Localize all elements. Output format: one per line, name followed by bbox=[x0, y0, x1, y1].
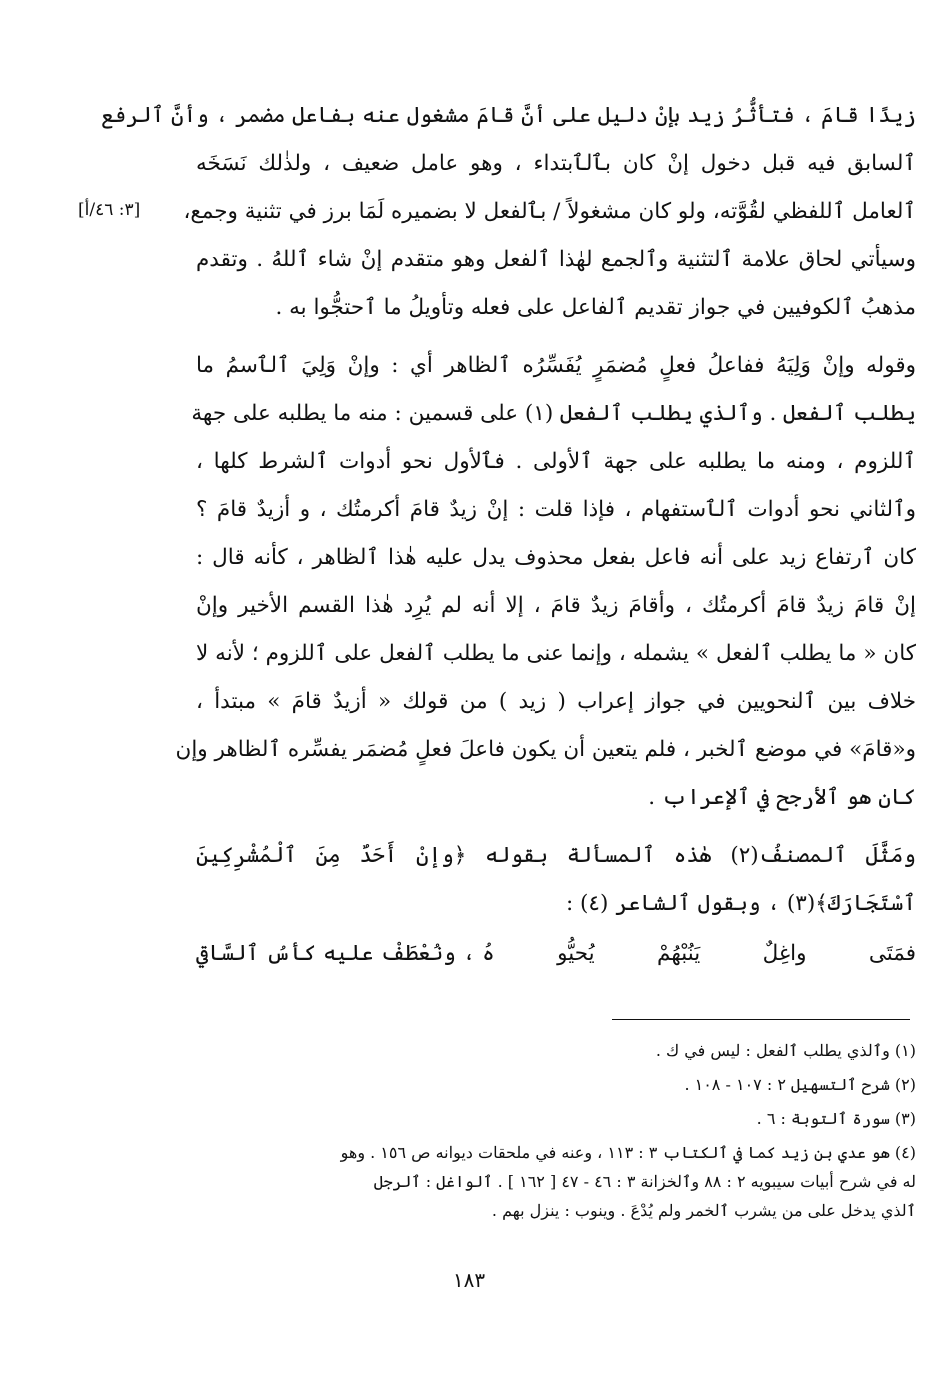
paragraph-2 bbox=[175, 342, 916, 822]
footnote: (١) وٱلذي يطلب ٱلفعل : ليس في ك . bbox=[655, 1041, 916, 1060]
text-line: كان هو ٱلأرجح في ٱلإعراب . bbox=[648, 785, 916, 810]
footnotes bbox=[196, 1036, 916, 1225]
footnote-separator bbox=[612, 1019, 910, 1020]
page-number: ١٨٣ bbox=[452, 1268, 486, 1292]
verse-word: هُ ، ونُعْطَفْ عليه كأسُ ٱلسَّاقي bbox=[196, 941, 495, 966]
text-line: يطلب ٱلفعل . وٱلذي يطلب ٱلفعل (١) على قسمين : منه ما يطلبه على جهة bbox=[191, 401, 916, 426]
verse-word: يَنُبْهُمْ bbox=[657, 941, 701, 966]
manuscript-folio-reference: [٣: ٤٦/أ] bbox=[78, 200, 141, 220]
text-line: وقوله وإنْ وَلِيَهُ ففاعلُ فعلٍ مُضمَرٍ يُفَسِّرُه ٱلظاهر أي : وإنْ وَلِيَ ٱلٱسمُ ما bbox=[196, 353, 916, 378]
footnote-continuation: له في شرح أبيات سيبويه ٢ : ٨٨ وٱلخزانة ٣ : ٤٦ - ٤٧ [ ١٦٢ ] . ٱلواغل : ٱلرجل bbox=[373, 1172, 916, 1191]
verse-word: فمَتَى bbox=[868, 941, 916, 966]
footnote: (٤) هو عدي بن زيد كما في ٱلكتاب ٣ : ١١٣ ، وعنه في ملحقات ديوانه ص ١٥٦ . وهو bbox=[340, 1143, 916, 1162]
text-line: خلاف بين ٱلنحويين في جواز إعراب ( زيد ) من قولك « أزيدٌ قامَ » مبتدأ ، bbox=[196, 689, 916, 714]
text-line: ومَثَّلَ ٱلمصنفُ(٢) هٰذه ٱلمسألة بقوله ﴿وإنْ أَحَدٌ مِنَ ٱلْمُشْرِكِينَ bbox=[196, 843, 917, 868]
text-line: مذهبُ ٱلكوفيين في جواز تقديم ٱلفاعل على فعله وتأويلُ ما ٱحتجُّوا به . bbox=[275, 295, 916, 320]
text-line: ٱللزوم ، ومنه ما يطلبه على جهة ٱلأولى . فٱلأول نحو أدوات ٱلشرط كلها ، bbox=[196, 449, 916, 474]
paragraph-3 bbox=[196, 832, 916, 928]
text-line: وٱلثاني نحو أدوات ٱلٱستفهام ، فإذا قلت : إنْ زيدٌ قامَ أكرمتُك ، و أزيدٌ قامَ ؟ bbox=[196, 497, 916, 522]
verse-word: يُحيُّو bbox=[557, 941, 595, 966]
footnote-continuation: ٱلذي يدخل على من يشرب ٱلخمر ولم يُدْعَ . وينوب : ينزل بهم . bbox=[491, 1201, 916, 1220]
text-line: إنْ قامَ زيدٌ قامَ أكرمتُك ، وأقامَ زيدٌ قامَ ، إلا أنه لم يُرِد هٰذا القسم الأخير وإنْ bbox=[196, 593, 916, 618]
text-line: ٱلسابق فيه قبل دخول إنْ كان بٱلٱبتداء ، وهو عامل ضعيف ، ولذٰلك نَسَخَه bbox=[196, 151, 916, 176]
footnote: (٣) سورة ٱلتوبة : ٦ . bbox=[756, 1109, 916, 1128]
text-line: و«قامَ» في موضع ٱلخبر ، فلم يتعين أن يكون فاعلَ فعلٍ مُضمَر يفسِّره ٱلظاهر وإن bbox=[175, 737, 916, 762]
text-line: كان ٱرتفاع زيد على أنه فاعل بفعل محذوف يدل عليه هٰذا ٱلظاهر ، كأنه قال : bbox=[196, 545, 916, 570]
text-line: وسيأتي لحاق علامة ٱلتثنية وٱلجمع لهٰذا ٱلفعل وهو متقدم إنْ شاء ٱللهُ . وتقدم bbox=[196, 247, 916, 272]
verse-word: واغِلٌ bbox=[762, 941, 807, 966]
footnote: (٢) شرح ٱلتسهيل ٢ : ١٠٧ - ١٠٨ . bbox=[684, 1075, 916, 1094]
poetry-verse bbox=[196, 928, 916, 980]
text-line: زيدًا قامَ ، فتأثُّرُ زيد بإنْ دليل على أنَّ قامَ مشغول عنه بفاعل مضمر ، وأنَّ ٱلرفع bbox=[101, 103, 916, 128]
text-line: ٱلعامل ٱللفظي لقُوَّته، ولو كان مشغولاً / بٱلفعل لا بضميره لَمَا برز في تثنية وجمع، bbox=[183, 199, 916, 224]
text-line: كان « ما يطلب ٱلفعل » يشمله ، وإنما عنى ما يطلب ٱلفعل على ٱللزوم ؛ لأنه لا bbox=[196, 641, 916, 666]
text-line: ٱسْتَجَارَكَ﴾(٣) ، وبقول ٱلشاعر (٤) : bbox=[565, 891, 916, 916]
